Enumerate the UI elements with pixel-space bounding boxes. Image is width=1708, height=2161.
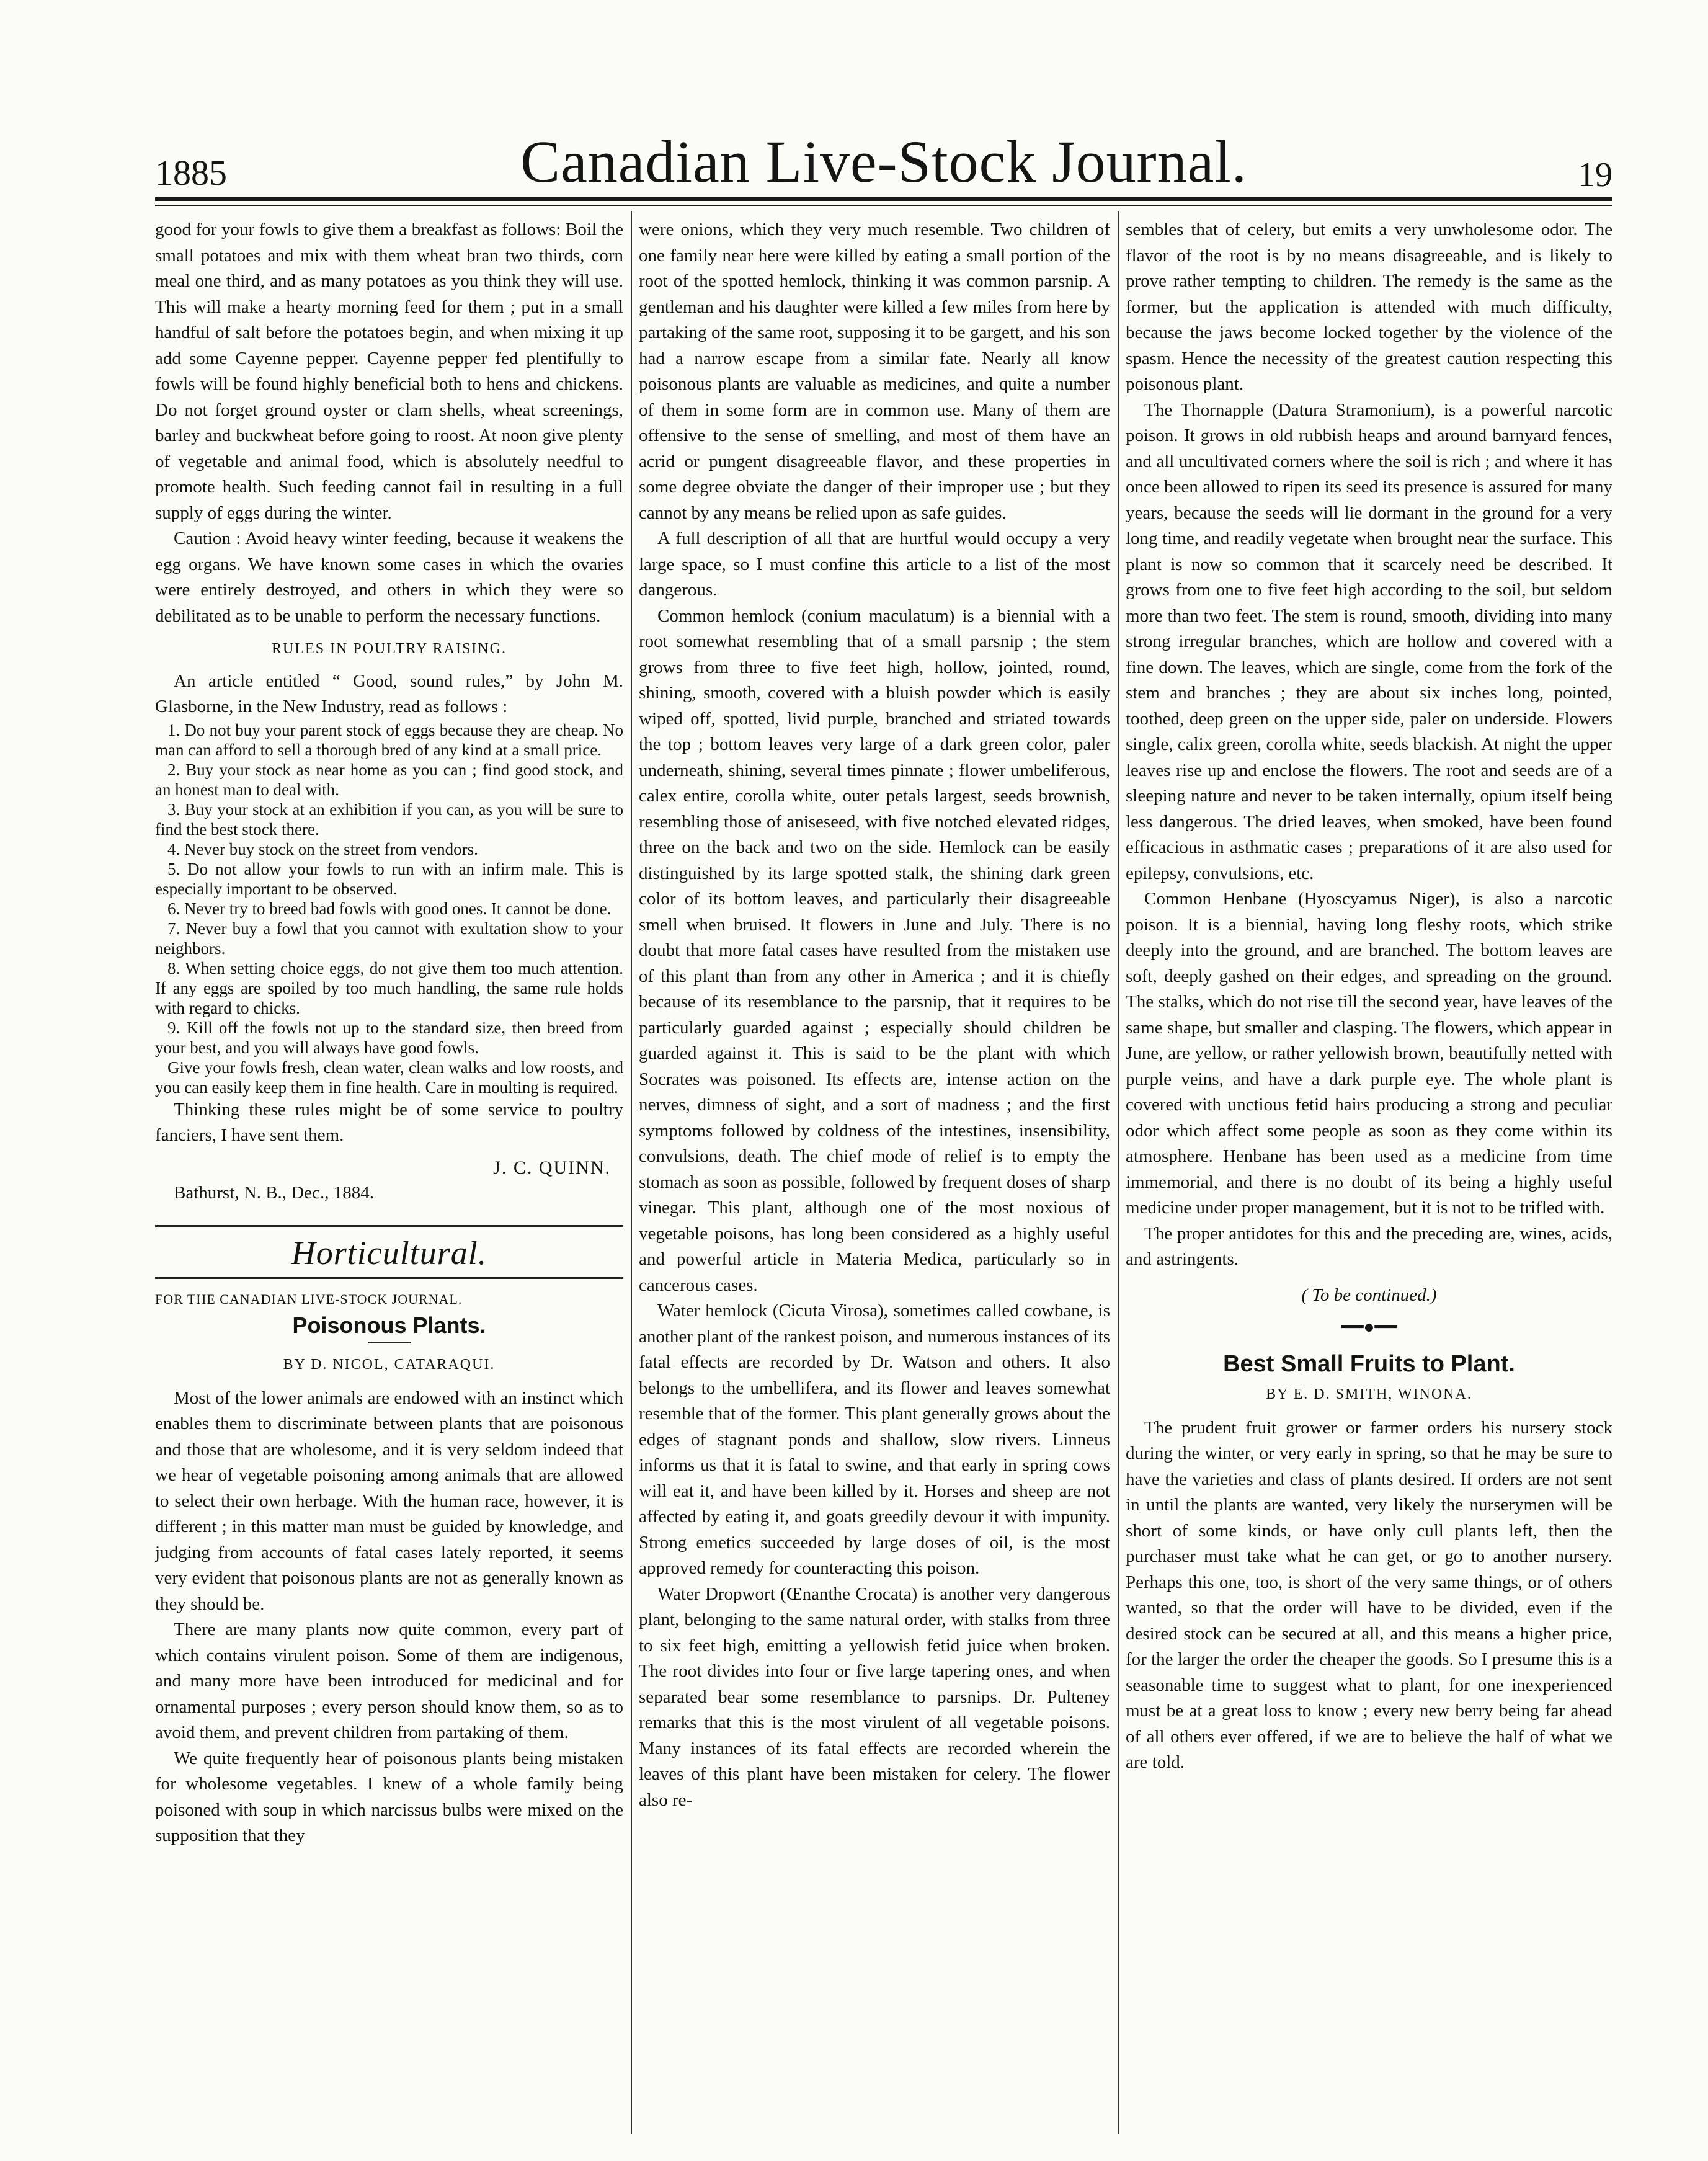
header-rule-thin (155, 205, 1612, 206)
paragraph: Thinking these rules might be of some service to poultry fanciers, I have sent them. (155, 1099, 623, 1145)
signature: J. C. QUINN. (493, 1157, 611, 1178)
paragraph: good for your fowls to give them a breakfast as follows: Boil the small potatoes and mix with them wheat bran two thirds, corn meal one third, and as many potatoes as you think they will use. This will make a hearty morning feed for them ; put in a small handful of salt before the potatoes begin, and when mixing it up add some Cayenne pepper. Cayenne pepper fed plentifully to fowls will be found highly beneficial both to hens and chickens. Do not forget ground oyster or clam shells, wheat screenings, barley and buckwheat before going to roost. At noon give plenty of vegetable and animal food, which is absolutely needful to promote health. Such feeding cannot fail in resulting in a full supply of eggs during the winter. (155, 220, 623, 523)
rule-item: 2. Buy your stock as near home as you can ; find good stock, and an honest man to deal with. (155, 760, 623, 799)
paragraph: Caution : Avoid heavy winter feeding, because it weakens the egg organs. We have known some cases in which the ovaries were entirely destroyed, and others in which they were so debilitated as to be unable to perform the necessary functions. (155, 528, 623, 626)
dateline: Bathurst, N. B., Dec., 1884. (174, 1183, 374, 1203)
rule-item: 4. Never buy stock on the street from vendors. (167, 839, 478, 858)
subheading: RULES IN POULTRY RAISING. (272, 641, 507, 657)
paragraph: Common Henbane (Hyoscyamus Niger), is also a narcotic poison. It is a biennial, having long fleshy roots, which strike deeply into the ground, and are branched. The bottom leaves are soft, deeply gashed on their edges, and spreading on the ground. The stalks, which do not rise till the second year, have leaves of the same shape, but smaller and clasping. The flowers, which appear in June, are yellow, or rather yellowish brown, beautifully netted with purple veins, and have a dark purple eye. The whole plant is covered with unctious fetid hairs producing a strong and peculiar odor which affect some people as soon as they come within its atmosphere. Henbane has been used as a medicine from time immemorial, and there is no doubt of its being a highly useful medicine under proper management, but it is not to be trifled with. (1126, 889, 1612, 1218)
paragraph: were onions, which they very much resemble. Two children of one family near here were killed by eating a small portion of the root of the spotted hemlock, thinking it was common parsnip. A gentleman and his daughter were killed a few miles from here by partaking of the same root, supposing it to be gargett, and his son had a narrow escape from a similar fate. Nearly all know poisonous plants are valuable as medicines, and quite a number of them in some form are in common use. Many of them are offensive to the sense of smelling, and most of them have an acrid or pungent disagreeable flavor, and these properties in some degree obviate the danger of their improper use ; but they cannot by any means be relied upon as safe guides. (639, 220, 1110, 523)
paragraph: sembles that of celery, but emits a very unwholesome odor. The flavor of the root is by no means disagreeable, and is likely to prove rather tempting to children. The remedy is the same as the former, but the application is attended with much difficulty, because the jaws become locked together by the violence of the spasm. Hence the necessity of the greatest caution respecting this poisonous plant. (1126, 220, 1612, 394)
rule-item: 8. When setting choice eggs, do not give them too much attention. If any eggs are spoiled by too much handling, the same rule holds with regard to chicks. (155, 958, 623, 1017)
ornament-divider: ━━●━━ (1341, 1317, 1397, 1337)
header-rule (155, 197, 1612, 201)
rules-list (155, 720, 623, 1097)
column-divider (631, 211, 632, 2134)
column-1 (155, 217, 623, 2128)
paragraph: Common hemlock (conium maculatum) is a biennial with a root somewhat resembling that of a small parsnip ; the stem grows from three to five feet high, hollow, jointed, round, shining, smooth, covered with a bluish powder which is easily wiped off, spotted, livid purple, branched and striated towards the top ; bottom leaves very large of a dark green color, paler underneath, shining, several times pinnate ; flower umbeliferous, calex entire, corolla white, outer petals largest, seeds brownish, resembling those of aniseseed, with five notched elevated ridges, three on the back and two on the side. Hemlock can be easily distinguished by its large spotted stalk, the shining dark green color of its bottom leaves, and particularly their disagreeable smell when bruised. It flowers in June and July. There is no doubt that more fatal cases have resulted from the mistaken use of this plant than from any other in America ; and it is chiefly because of its resemblance to the parsnip, that it requires to be particularly guarded against ; especially should children be guarded against it. This is said to be the plant with which Socrates was poisoned. Its effects are, intense action on the nerves, dimness of sight, and a sort of madness ; and the first symptoms followed by coldness of the intestines, insensibility, convulsions, death. The chief mode of relief is to empty the stomach as soon as possible, followed by frequent doses of sharp vinegar. This plant, although one of the most noxious of vegetable poisons, has long been considered as a highly useful and powerful article in Materia Medica, particularly so in cancerous cases. (639, 605, 1110, 1295)
masthead (155, 127, 1612, 202)
column-2 (639, 217, 1110, 2128)
paragraph: The proper antidotes for this and the preceding are, wines, acids, and astringents. (1126, 1223, 1612, 1269)
section-rule (155, 1225, 623, 1227)
rule-item: 3. Buy your stock at an exhibition if you can, as you will be sure to find the best stock there. (155, 800, 623, 839)
rule-item: 1. Do not buy your parent stock of eggs because they are cheap. No man can afford to sell a thorough bred of any kind at a small price. (155, 720, 623, 759)
section-rule (155, 1277, 623, 1279)
continued-note: ( To be continued.) (1301, 1285, 1437, 1305)
journal-title: Canadian Live-Stock Journal. (520, 128, 1247, 195)
paragraph: The Thornapple (Datura Stramonium), is a powerful narcotic poison. It grows in old rubbish heaps and around barnyard fences, and all uncultivated corners where the soil is rich ; and where it has once been allowed to ripen its seed its presence is assured for many years, because the seeds will lie dormant in the ground for a very long time, and readily vegetate when brought near the surface. This plant is now so common that it scarcely need be described. It grows from one to five feet high according to the soil, but seldom more than two feet. The stem is round, smooth, dividing into many strong irregular branches, which are hollow and covered with a fine down. The leaves, which are single, come from the fork of the stem and branches ; they are about six inches long, pointed, toothed, deep green on the upper side, paler on underside. Flowers single, calix green, corolla white, seeds blackish. At night the upper leaves rise up and enclose the flowers. The root and seeds are of a sleeping nature and never to be taken internally, opium itself being less dangerous. The dried leaves, when smoked, have been found efficacious in asthmatic cases ; preparations of it are also used for epilepsy, convulsions, etc. (1126, 399, 1612, 883)
paragraph: Water Dropwort (Œnanthe Crocata) is another very dangerous plant, belonging to the same natural order, with stalks from three to six feet high, emitting a yellowish fetid juice when broken. The root divides into four or five large tapering ones, and when separated bear some resemblance to parsnips. Dr. Pulteney remarks that this is the most virulent of all vegetable poisons. Many instances of its fatal effects are recorded wherein the leaves of this plant have been mistaken for celery. The flower also re- (639, 1584, 1110, 1810)
paragraph: We quite frequently hear of poisonous plants being mistaken for wholesome vegetables. I knew of a whole family being poisoned with soup in which narcissus bulbs were mixed on the supposition that they (155, 1748, 623, 1845)
paragraph: An article entitled “ Good, sound rules,” by John M. Glasborne, in the New Industry, read as follows : (155, 671, 623, 716)
issue-year: 1885 (155, 153, 227, 193)
rule-item: Give your fowls fresh, clean water, clean walks and low roosts, and you can easily keep them in fine health. Care in moulting is required. (155, 1058, 623, 1097)
rule-item: 9. Kill off the fowls not up to the standard size, then breed from your best, and you will always have good fowls. (155, 1018, 623, 1057)
kicker: FOR THE CANADIAN LIVE-STOCK JOURNAL. (155, 1291, 463, 1307)
column-divider (1118, 211, 1119, 2134)
rule-item: 7. Never buy a fowl that you cannot with exultation show to your neighbors. (155, 919, 623, 958)
column-3 (1126, 217, 1612, 2128)
paragraph: Most of the lower animals are endowed with an instinct which enables them to discriminate between plants that are poisonous and those that are wholesome, and it is very seldom indeed that we hear of vegetable poisoning among animals that are allowed to select their own herbage. With the human race, however, it is different ; in this matter man must be guided by knowledge, and judging from accounts of fatal cases lately reported, it seems very evident that poisonous plants are not as generally known as they should be. (155, 1388, 623, 1614)
paragraph: There are many plants now quite common, every part of which contains virulent poison. Some of them are indigenous, and many more have been introduced for medicinal and for ornamental purposes ; every person should know them, so as to avoid them, and prevent children from partaking of them. (155, 1620, 623, 1742)
byline: BY D. NICOL, CATARAQUI. (283, 1357, 496, 1373)
paragraph: Water hemlock (Cicuta Virosa), sometimes called cowbane, is another plant of the rankest poison, and numerous instances of its fatal effects are recorded by Dr. Watson and others. It also belongs to the umbellifera, and its flower and leaves somewhat resemble that of the former. This plant generally grows about the edges of stagnant ponds and shallow, slow rivers. Linneus informs us that it is fatal to swine, and that early in spring cows will eat it, and have been killed by it. Horses and sheep are not affected by eating it, and goats greedily devour it with impunity. Strong emetics succeeded by large doses of oil, is the most approved remedy for counteracting this poison. (639, 1301, 1110, 1578)
rule-item: 5. Do not allow your fowls to run with an infirm male. This is especially important to be observed. (155, 859, 623, 898)
paragraph: A full description of all that are hurtful would occupy a very large space, so I must confine this article to a list of the most dangerous. (639, 528, 1110, 600)
rule-item: 6. Never try to breed bad fowls with good ones. It cannot be done. (167, 899, 612, 918)
paragraph: The prudent fruit grower or farmer orders his nursery stock during the winter, or very early in spring, so that he may be sure to have the varieties and class of plants desired. If orders are not sent in until the plants are wanted, very likely the nurserymen will be short of some kinds, or have only cull plants left, then the purchaser must take what he can get, or go to another nursery. Perhaps this one, too, is short of the very same things, or of others wanted, so that the order will have to be divided, even if the desired stock can be secured at all, and this means a higher price, for the larger the order the cheaper the goods. So I presume this is a seasonable time to suggest what to plant, for one inexperienced must be at a great loss to know ; every new berry being far ahead of all others ever offered, if we are to believe the half of what we are told. (1126, 1417, 1612, 1772)
article-title: Best Small Fruits to Plant. (1223, 1350, 1515, 1377)
section-title: Horticultural. (291, 1234, 487, 1272)
title-dash (368, 1342, 411, 1343)
page-number: 19 (1578, 156, 1612, 194)
article-title: Poisonous Plants. (292, 1312, 486, 1338)
byline: BY E. D. SMITH, WINONA. (1266, 1386, 1472, 1402)
